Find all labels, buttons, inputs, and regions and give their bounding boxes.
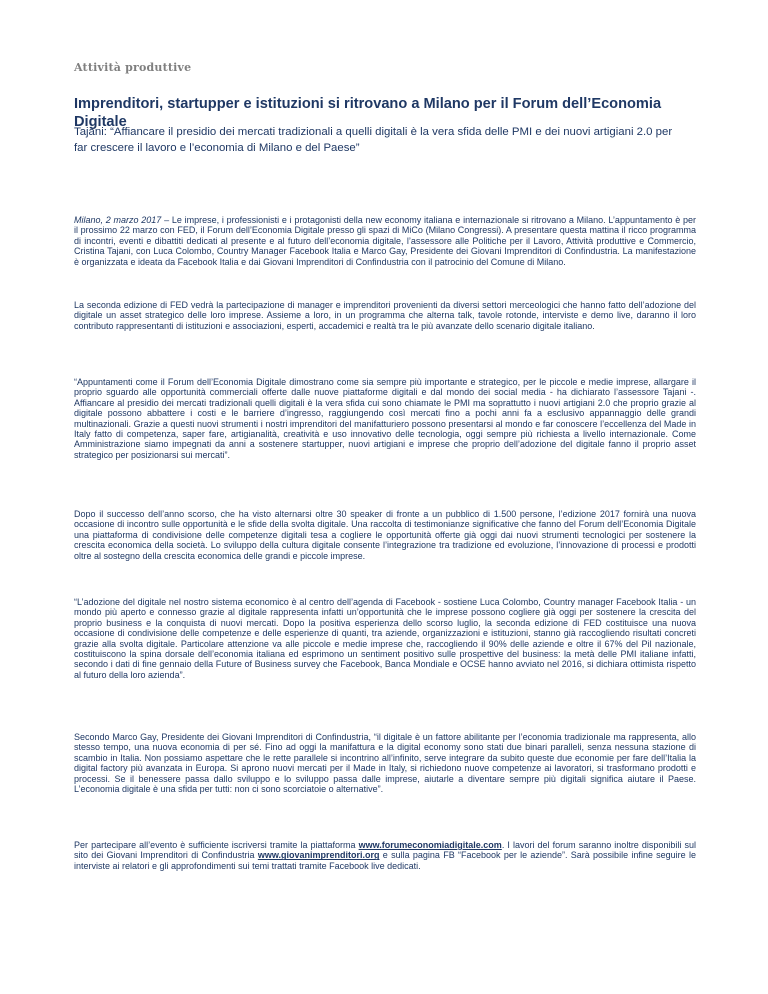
paragraph-success-text: Dopo il successo dell’anno scorso, che ha visto alternarsi oltre 30 speaker di fronte a un pubblico di 1.500 persone, l’edizione 2017 fornirà una nuova occasione di incontro sulle opportunità e le sfide della svolta digitale. Una raccolta di testimonianze significative che fanno del Forum dell’Economia Digitale una piattaforma di condivisione delle competenze digitali tesa a cogliere le opportunità offerte già oggi dai nuovi strumenti tecnologici per sostenere la crescita economica della società. Lo sviluppo della cultura digitale consente l’integrazione tra tradizione ed evoluzione, l’innovazione di processi e prodotti oltre al sostegno della crescita economica delle grandi e piccole imprese. [74, 509, 696, 561]
paragraph-colombo-text: “L’adozione del digitale nel nostro sistema economico è al centro dell’agenda di Facebook - sostiene Luca Colombo, Country manager Facebook Italia - un mondo più aperto e connesso grazie al digitale rappresenta infatti un’opportunità che le imprese possono cogliere già oggi per sostenere la crescita del proprio business e la conquista di nuovi mercati. Dopo la positiva esperienza dello scorso luglio, la seconda edizione di FED costituisce una nuova occasione di condivisione delle competenze e delle esperienze di quanti, tra aziende, organizzazioni e istituzioni, stanno già raccogliendo risultati concreti grazie alla svolta digitale. Particolare attenzione va alle piccole e medie imprese che, raccogliendo il 90% delle aziende e oltre il 67% del Pil nazionale, costituiscono la spina dorsale dell’economia italiana ed esprimono un sentiment positivo sulle prospettive del business: la metà delle PMI italiane infatti, secondo i dati di fine gennaio della Future of Business survey che Facebook, Banca Mondiale e OCSE hanno avviato nel 2016, si dichiara ottimista rispetto al futuro della loro azienda”. [74, 597, 696, 680]
paragraph-tajani-text: “Appuntamenti come il Forum dell’Economia Digitale dimostrano come sia sempre più importante e strategico, per le piccole e medie imprese, allargare il proprio sguardo alle opportunità commerciali offerte dalle nuove piattaforme digitali e dal mondo dei social media - ha dichiarato l’assessore Tajani -. Affiancare al presidio dei mercati tradizionali quelli digitali è la vera sfida cui sono chiamate le PMI ma soprattutto i nuovi artigiani 2.0 che proprio grazie al digitale possono abbattere i costi e le barriere d’ingresso, raggiungendo così mercati fino a pochi anni fa a esclusivo appannaggio delle grandi multinazionali. Grazie a questi nuovi strumenti i nostri imprenditori del manifatturiero possono presentarsi al mondo e far conoscere l’eccellenza del Made in Italy fatto di competenza, saper fare, artigianalità, creatività e uso innovativo delle tecnologia, oggi sempre più richiesta a livello internazionale. Come Amministrazione siamo impegnati da anni a sostenere startupper, nuovi artigiani e imprese che proprio dell’adozione del digitale fanno il proprio asset strategico per posizionarsi sui mercati”. [74, 377, 696, 460]
paragraph-intro [74, 215, 696, 267]
paragraph-gay-text: Secondo Marco Gay, Presidente dei Giovani Imprenditori di Confindustria, “il digitale è un fattore abilitante per l’economia tradizionale ma rappresenta, allo stesso tempo, una nuova economia di per sé. Fino ad oggi la manifattura e la digital economy sono stati due binari paralleli, senza nessuna stazione di scambio in Italia. Non possiamo aspettare che le rette parallele si incontrino all’infinito, serve integrare da subito queste due economie per fare dell’Italia la digital factory più avanzata in Europa. Si aprono nuovi mercati per il Made in Italy, si richiedono nuove competenze ai lavoratori, si trasformano prodotti e processi. Se il benessere passa dallo sviluppo e lo sviluppo passa dalle imprese, aiutarle a diventare sempre più digitali significa aiutare il Paese. L’economia digitale è una sfida per tutti: non ci sono scorciatoie o alternative”. [74, 732, 696, 795]
paragraph-success [74, 509, 696, 561]
section-label: Attività produttive [74, 61, 192, 74]
paragraph-edition-text: La seconda edizione di FED vedrà la partecipazione di manager e imprenditori provenienti da diversi settori merceologici che hanno fatto dell’adozione del digitale un asset strategico delle loro imprese. Assieme a loro, in un programma che alterna talk, tavole rotonde, interviste e demo live, daranno il loro contributo rappresentanti di istituzioni e associazioni, esperti, accademici e realtà tra le più avanzate dello scenario digitale italiano. [74, 300, 696, 331]
paragraph-intro-text: – Le imprese, i professionisti e i protagonisti della new economy italiana e internazionale si ritrovano a Milano. L’appuntamento è per il prossimo 22 marzo con FED, il Forum dell’Economia Digitale presso gli spazi di MiCo (Milano Congressi). A presentare questa mattina il ricco programma di incontri, eventi e dibattiti dedicati al presente e al futuro dell’economia digitale, l’assessore alle Politiche per il Lavoro, Attività produttive e Commercio, Cristina Tajani, con Luca Colombo, Country Manager Facebook Italia e Marco Gay, Presidente dei Giovani Imprenditori di Confindustria. La manifestazione è organizzata e ideata da Facebook Italia e dai Giovani Imprenditori di Confindustria con il patrocinio del Comune di Milano. [74, 215, 697, 267]
participation-text-2: . I lavori del forum saranno inoltre disponibili sul sito dei Giovani Imprenditori di Confindustria [74, 840, 696, 861]
participation-text-1: Per partecipare all’evento è sufficiente iscriversi tramite la piattaforma [74, 840, 359, 850]
article-headline: Imprenditori, startupper e istituzioni si ritrovano a Milano per il Forum dell’Economia Digitale [74, 96, 662, 130]
paragraph-participation [74, 840, 696, 871]
participation-text-3: e sulla pagina FB “Facebook per le aziende”. Sarà possibile infine seguire le interviste ai relatori e gli approfondimenti sui temi trattati tramite Facebook live dedicati. [74, 850, 696, 871]
paragraph-tajani-quote [74, 377, 696, 460]
giovani-imprenditori-link[interactable]: www.giovanimprenditori.org [257, 850, 380, 861]
forum-website-link[interactable]: www.forumeconomiadigitale.com [358, 840, 502, 850]
paragraph-gay-quote [74, 732, 696, 794]
paragraph-edition [74, 300, 696, 331]
article-subtitle: Tajani: “Affiancare il presidio dei mercati tradizionali a quelli digitali è la vera sfida delle PMI e dei nuovi artigiani 2.0 per far crescere il lavoro e l’economia di Milano e del Paese” [74, 126, 673, 154]
paragraph-colombo-quote [74, 597, 696, 680]
dateline: Milano, 2 marzo 2017 [74, 215, 162, 225]
